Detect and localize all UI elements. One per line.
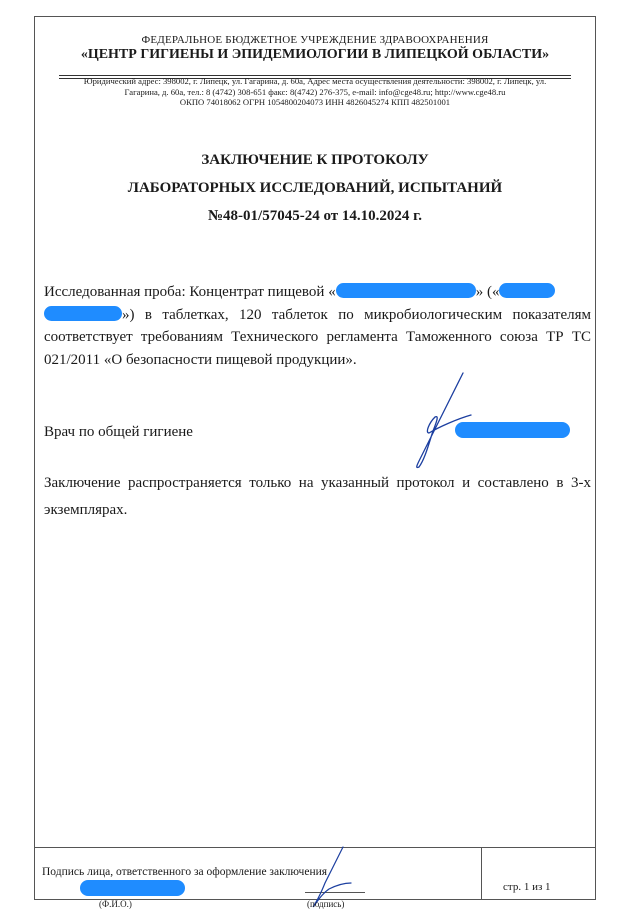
- document-page: [34, 16, 596, 909]
- title-line-2: ЛАБОРАТОРНЫХ ИССЛЕДОВАНИЙ, ИСПЫТАНИЙ: [127, 180, 503, 196]
- doctor-label: Врач по общей гигиене: [44, 424, 193, 440]
- redacted-responsible-name: [80, 880, 185, 896]
- redacted-brand-name-cont: [44, 306, 122, 321]
- org-address-block: [53, 76, 577, 108]
- footer-divider: [481, 848, 482, 899]
- protocol-number: №48-01/57045-24 от 14.10.2024 г.: [207, 208, 423, 224]
- address-line-2: Гагарина, д. 60а, тел.: 8 (4742) 308-651 факс: 8(4742) 276-375, e-mail: info@cge48.ru; http://www.cge48.ru: [124, 86, 506, 97]
- org-type-heading: ФЕДЕРАЛЬНОЕ БЮДЖЕТНОЕ УЧРЕЖДЕНИЕ ЗДРАВООХРАНЕНИЯ: [141, 34, 489, 46]
- org-name-heading: «ЦЕНТР ГИГИЕНЫ И ЭПИДЕМИОЛОГИИ В ЛИПЕЦКОЙ ОБЛАСТИ»: [80, 47, 550, 62]
- redacted-product-name: [336, 283, 476, 298]
- page-number: стр. 1 из 1: [503, 881, 551, 893]
- document-title: [35, 146, 595, 230]
- signature-caption: (подпись): [307, 899, 345, 909]
- responsible-person-label: Подпись лица, ответственного за оформление заключения: [42, 866, 328, 878]
- fio-caption: (Ф.И.О.): [99, 899, 132, 909]
- redacted-brand-name: [499, 283, 555, 298]
- redacted-doctor-name: [455, 422, 570, 438]
- validity-note: Заключение распространяется только на указанный протокол и составлено в 3-х экземплярах.: [44, 475, 591, 518]
- sample-text-end: ») в таблетках, 120 таблеток по микробиологическим показателям соответствует требованиям Технического регламента Таможенного союза ТР ТС 021/2011 «О безопасности пищевой продукции».: [44, 306, 591, 368]
- conclusion-paragraph: [44, 281, 591, 371]
- sample-text-mid: » («: [475, 284, 500, 300]
- address-line-3: ОКПО 74018062 ОГРН 1054800204073 ИНН 4826045274 КПП 482501001: [179, 97, 451, 107]
- sample-text-start: Исследованная проба: Концентрат пищевой «: [44, 284, 336, 300]
- address-line-1: Юридический адрес: 398002, г. Липецк, ул. Гагарина, д. 60а, Адрес места осуществления деятельности: 398002, г. Липецк, ул.: [83, 76, 547, 86]
- title-line-1: ЗАКЛЮЧЕНИЕ К ПРОТОКОЛУ: [201, 152, 429, 168]
- footer-signature-block: [35, 847, 595, 909]
